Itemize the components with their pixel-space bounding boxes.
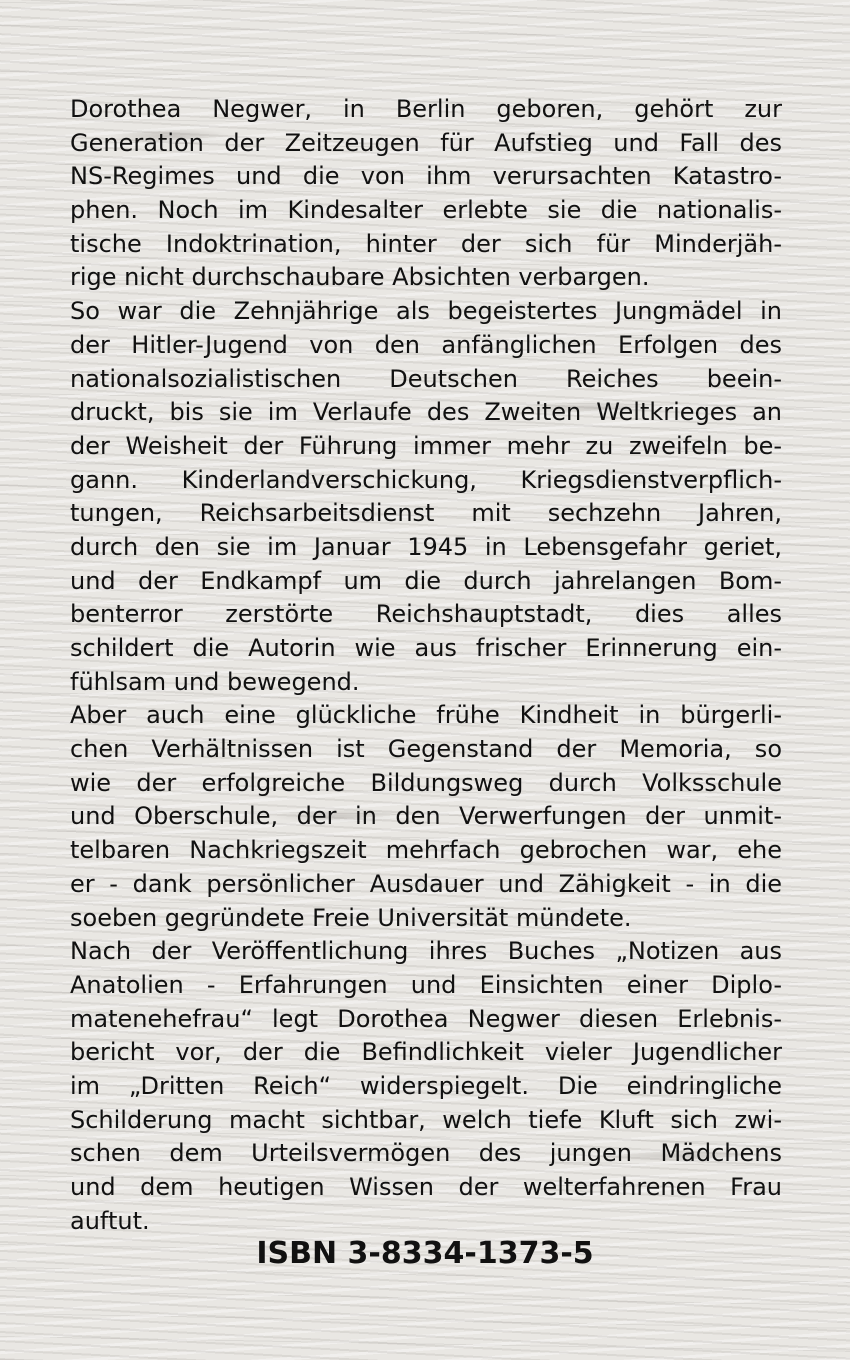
text-line: schen dem Urteilsvermögen des jungen Mädchens	[70, 1139, 782, 1168]
text-line: druckt, bis sie im Verlaufe des Zweiten Weltkrieges an	[70, 398, 782, 427]
paragraph	[70, 295, 782, 699]
text-line: der Weisheit der Führung immer mehr zu zweifeln be-	[70, 431, 782, 460]
text-line: schildert die Autorin wie aus frischer Erinnerung ein-	[70, 634, 782, 662]
text-line: und dem heutigen Wissen der welterfahrenen Frau	[70, 1173, 782, 1201]
text-line: rige nicht durchschaubare Absichten verbargen.	[70, 263, 650, 292]
paragraph	[70, 93, 782, 295]
text-line: nationalsozialistischen Deutschen Reiches beein-	[70, 364, 782, 393]
text-line: fühlsam und bewegend.	[70, 667, 360, 696]
text-line: tische Indoktrination, hinter der sich für Minderjäh-	[70, 229, 782, 258]
text-line: gann. Kinderlandverschickung, Kriegsdienstverpflich-	[70, 465, 782, 494]
text-line: Anatolien - Erfahrungen und Einsichten einer Diplo-	[70, 970, 782, 999]
text-line: tungen, Reichsarbeitsdienst mit sechzehn Jahren,	[70, 499, 782, 528]
text-line: Generation der Zeitzeugen für Aufstieg und Fall des	[70, 128, 782, 157]
paragraph	[70, 699, 782, 935]
text-line: matenehefrau“ legt Dorothea Negwer diesen Erlebnis-	[70, 1004, 782, 1033]
text-line: im „Dritten Reich“ widerspiegelt. Die eindringliche	[70, 1071, 782, 1100]
text-line: benterror zerstörte Reichshauptstadt, dies alles	[70, 600, 782, 629]
text-line: chen Verhältnissen ist Gegenstand der Memoria, so	[70, 735, 782, 764]
text-line: bericht vor, der die Befindlichkeit vieler Jugendlicher	[70, 1038, 782, 1067]
text-line: So war die Zehnjährige als begeistertes Jungmädel in	[70, 297, 782, 326]
text-line: und Oberschule, der in den Verwerfungen der unmit-	[70, 802, 782, 831]
text-line: durch den sie im Januar 1945 in Lebensgefahr geriet,	[70, 532, 782, 561]
text-line: und der Endkampf um die durch jahrelangen Bom-	[70, 566, 782, 595]
text-line: Dorothea Negwer, in Berlin geboren, gehört zur	[70, 95, 782, 123]
isbn: ISBN 3-8334-1373-5	[256, 1236, 594, 1271]
blurb-text	[70, 93, 782, 1238]
text-line: auftut.	[70, 1206, 150, 1235]
text-line: wie der erfolgreiche Bildungsweg durch Volksschule	[70, 768, 782, 797]
text-line: telbaren Nachkriegszeit mehrfach gebrochen war, ehe	[70, 836, 782, 865]
text-line: Nach der Veröffentlichung ihres Buches „Notizen aus	[70, 937, 782, 966]
text-line: NS-Regimes und die von ihm verursachten Katastro-	[70, 162, 782, 191]
text-line: soeben gegründete Freie Universität mündete.	[70, 903, 632, 932]
text-line: der Hitler-Jugend von den anfänglichen Erfolgen des	[70, 330, 782, 359]
text-line: Schilderung macht sichtbar, welch tiefe Kluft sich zwi-	[70, 1105, 782, 1134]
text-line: phen. Noch im Kindesalter erlebte sie die nationalis-	[70, 196, 782, 225]
text-line: Aber auch eine glückliche frühe Kindheit in bürgerli-	[70, 701, 782, 730]
paragraph	[70, 935, 782, 1238]
text-line: er - dank persönlicher Ausdauer und Zähigkeit - in die	[70, 869, 782, 898]
